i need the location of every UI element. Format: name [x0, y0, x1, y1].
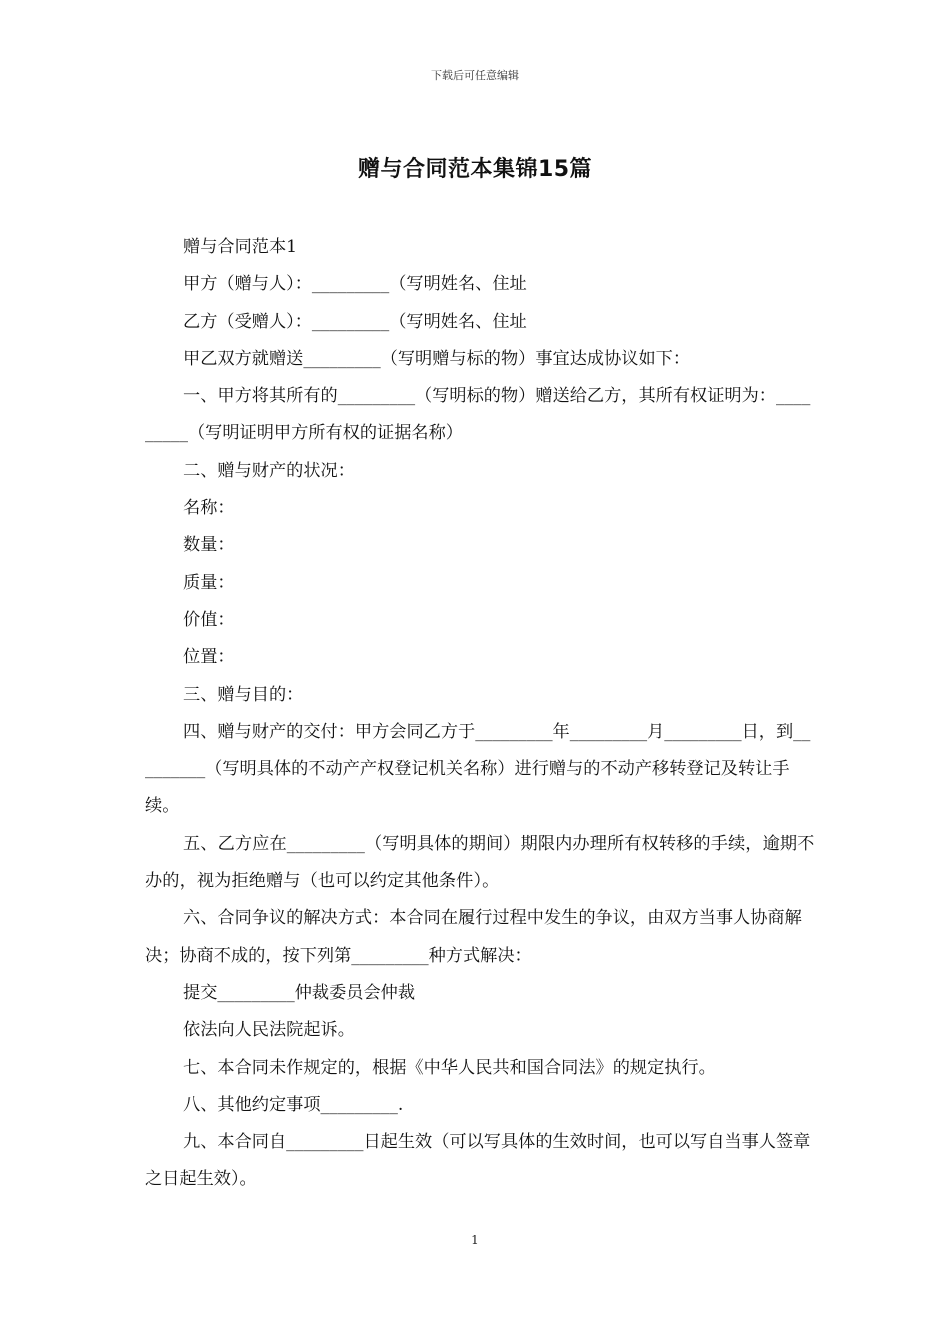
paragraph-item-quality: 质量：: [183, 572, 235, 593]
paragraph-clause-4: 四、赠与财产的交付：甲方会同乙方于_________年_________月_________日，到_________（写明具体的不动产产权登记机关名称）进行赠与的不动产移转登记及转让手续。: [145, 721, 811, 817]
paragraph-option-court: 依法向人民法院起诉。: [183, 1020, 355, 1041]
paragraph-item-name: 名称：: [183, 498, 235, 519]
paragraph-clause-5: 五、乙方应在_________（写明具体的期间）期限内办理所有权转移的手续，逾期不办的，视为拒绝赠与（也可以约定其他条件）。: [145, 833, 815, 892]
paragraph-clause-6: 六、合同争议的解决方式：本合同在履行过程中发生的争议，由双方当事人协商解决；协商不成的，按下列第_________种方式解决：: [145, 908, 802, 966]
document-title: 赠与合同范本集锦15篇: [357, 157, 593, 182]
paragraph-clause-2: 二、赠与财产的状况：: [183, 460, 355, 481]
paragraph-party-a: 甲方（赠与人）：_________（写明姓名、住址: [183, 274, 527, 295]
paragraph-party-b: 乙方（受赠人）：_________（写明姓名、住址: [183, 311, 527, 332]
paragraph-clause-7: 七、本合同未作规定的，根据《中华人民共和国合同法》的规定执行。: [183, 1057, 716, 1078]
paragraph-item-location: 位置：: [183, 647, 235, 668]
paragraph-clause-9: 九、本合同自_________日起生效（可以写具体的生效时间，也可以写自当事人签章之日起生效）。: [145, 1132, 811, 1190]
page-number: 1: [471, 1233, 479, 1247]
paragraph-item-value: 价值：: [183, 609, 235, 630]
header-note: 下载后可任意编辑: [431, 69, 519, 82]
document-body: [145, 229, 815, 1199]
paragraph-clause-1: 一、甲方将其所有的_________（写明标的物）赠送给乙方，其所有权证明为：_________（写明证明甲方所有权的证据名称）: [145, 386, 811, 444]
paragraph-item-quantity: 数量：: [183, 535, 235, 556]
paragraph-contract-heading: 赠与合同范本1: [183, 237, 298, 257]
paragraph-option-arbitration: 提交_________仲裁委员会仲裁: [183, 982, 416, 1003]
paragraph-clause-3: 三、赠与目的：: [183, 684, 304, 705]
paragraph-clause-8: 八、其他约定事项_________.: [183, 1094, 404, 1115]
paragraph-agreement-intro: 甲乙双方就赠送_________（写明赠与标的物）事宜达成协议如下：: [183, 348, 691, 369]
